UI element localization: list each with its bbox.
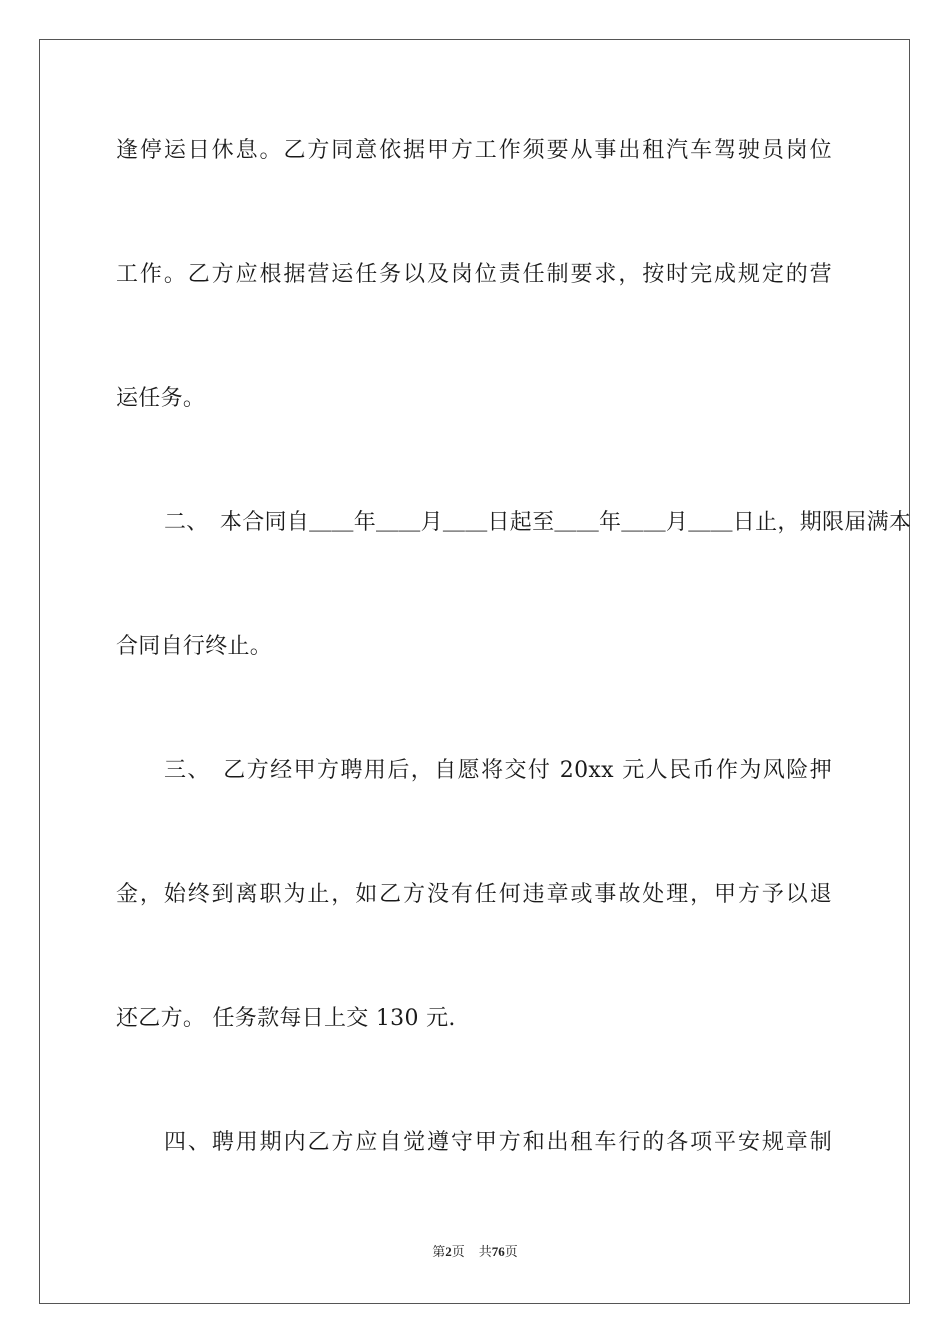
total-suffix: 页	[504, 1244, 518, 1259]
text-line-4: 二、 本合同自＿＿年＿＿月＿＿日起至＿＿年＿＿月＿＿日止，期限届满本	[164, 510, 912, 535]
text-line-1: 逢停运日休息。乙方同意依据甲方工作须要从事出租汽车驾驶员岗位	[116, 138, 832, 163]
text-line-7: 金，始终到离职为止，如乙方没有任何违章或事故处理，甲方予以退	[116, 882, 832, 907]
text-line-5: 合同自行终止。	[116, 634, 273, 659]
text-line-2: 工作。乙方应根据营运任务以及岗位责任制要求，按时完成规定的营	[116, 262, 832, 287]
text-line-8: 还乙方。 任务款每日上交 130 元.	[116, 1006, 456, 1031]
text-line-6: 三、 乙方经甲方聘用后，自愿将交付 20xx 元人民币作为风险押	[164, 758, 832, 783]
page-suffix: 页	[451, 1244, 465, 1259]
total-prefix: 共	[478, 1244, 492, 1259]
page-prefix: 第	[432, 1244, 446, 1259]
page-footer	[0, 1243, 950, 1261]
current-page-number: 2	[445, 1244, 452, 1259]
text-line-3: 运任务。	[116, 386, 206, 411]
text-line-9: 四、聘用期内乙方应自觉遵守甲方和出租车行的各项平安规章制	[164, 1130, 832, 1155]
page-border	[39, 39, 910, 1304]
total-page-count: 76	[491, 1244, 505, 1259]
